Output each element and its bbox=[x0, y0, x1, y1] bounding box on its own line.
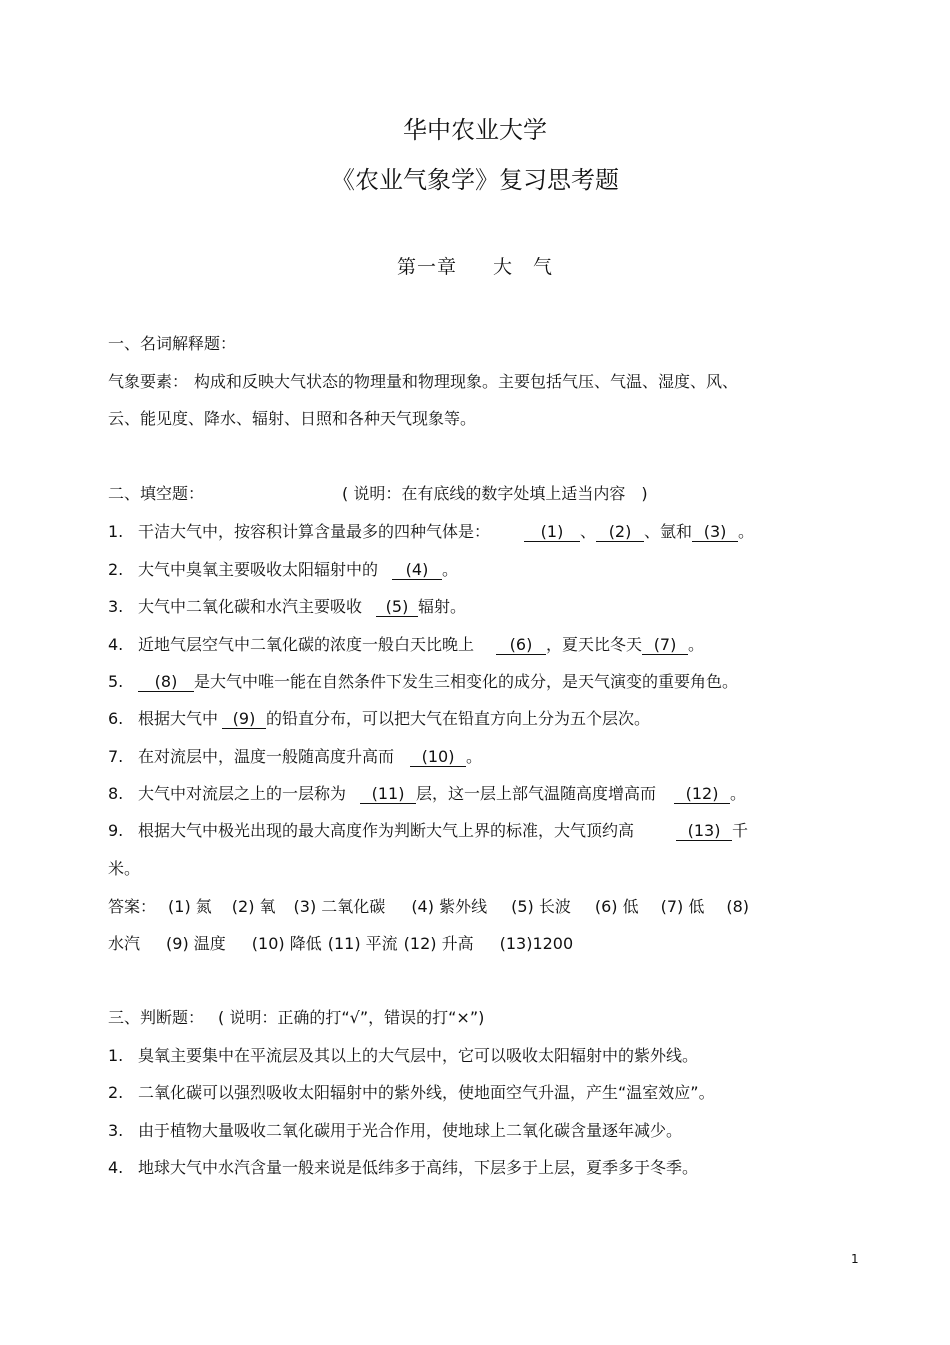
blank-3: (3) bbox=[692, 523, 738, 542]
blank-4: (4) bbox=[392, 561, 442, 580]
blank-7: (7) bbox=[642, 636, 688, 655]
answer-line: 答案： (1) 氮 (2) 氧 (3) 二氧化碳 (4) 紫外线 (5) 长波 (6) 低 (7) 低 (8) bbox=[108, 897, 750, 916]
question-8: 8. 大气中对流层之上的一层称为 (11) 层，这一层上部气温随高度增高而 (12) 。 bbox=[108, 784, 747, 803]
chapter-heading bbox=[0, 252, 950, 279]
question-4: 4. 近地气层空气中二氧化碳的浓度一般白天比晚上 (6) ，夏天比冬天 (7) 。 bbox=[108, 635, 705, 654]
blank-6: (6) bbox=[496, 636, 546, 655]
judgement-item: 1. 臭氧主要集中在平流层及其以上的大气层中，它可以吸收太阳辐射中的紫外线。 bbox=[108, 1046, 699, 1065]
section3-note: ( 说明：正确的打“√”，错误的打“×”) bbox=[218, 1008, 485, 1027]
section2-note: ( 说明：在有底线的数字处填上适当内容 ) bbox=[342, 484, 648, 503]
question-7: 7. 在对流层中，温度一般随高度升高而 (10) 。 bbox=[108, 747, 483, 766]
judgement-item: 3. 由于植物大量吸收二氧化碳用于光合作用，使地球上二氧化碳含量逐年减少。 bbox=[108, 1121, 683, 1140]
section2-heading-line bbox=[108, 483, 648, 505]
blank-13: (13) bbox=[676, 822, 732, 841]
section3-heading-line bbox=[108, 1007, 484, 1029]
definition-line-2: 云、能见度、降水、辐射、日照和各种天气现象等。 bbox=[108, 409, 477, 428]
question-3: 3. 大气中二氧化碳和水汽主要吸收 (5) 辐射。 bbox=[108, 597, 467, 616]
course-title: 《农业气象学》复习思考题 bbox=[331, 166, 619, 194]
question-9-line-2: 米。 bbox=[108, 859, 141, 878]
chapter-number: 第一章 bbox=[396, 256, 457, 278]
question-5: 5. (8) 是大气中唯一能在自然条件下发生三相变化的成分，是天气演变的重要角色。 bbox=[108, 672, 739, 691]
blank-5: (5) bbox=[376, 598, 418, 617]
section3-heading: 三、判断题： bbox=[108, 1008, 205, 1027]
question-6: 6. 根据大气中 (9) 的铅直分布，可以把大气在铅直方向上分为五个层次。 bbox=[108, 709, 651, 728]
question-1: 1. 干洁大气中，按容积计算含量最多的四种气体是： (1) 、 (2) 、氩和 (3) 。 bbox=[108, 522, 755, 541]
blank-8: (8) bbox=[138, 673, 194, 692]
section1-heading: 一、名词解释题： bbox=[108, 334, 237, 353]
blank-12: (12) bbox=[674, 785, 730, 804]
definition-line bbox=[108, 371, 738, 393]
chapter-name: 大 气 bbox=[493, 256, 554, 278]
question-number: 1. bbox=[108, 522, 124, 541]
blank-1: (1) bbox=[524, 523, 580, 542]
judgement-item: 2. 二氧化碳可以强烈吸收太阳辐射中的紫外线，使地面空气升温，产生“温室效应”。 bbox=[108, 1083, 715, 1102]
judgement-item: 4. 地球大气中水汽含量一般来说是低纬多于高纬，下层多于上层，夏季多于冬季。 bbox=[108, 1158, 699, 1177]
university-title: 华中农业大学 bbox=[403, 116, 547, 144]
section2-heading: 二、填空题： bbox=[108, 484, 205, 503]
blank-10: (10) bbox=[410, 748, 466, 767]
page-number: 1 bbox=[851, 1252, 859, 1266]
term-definition: 构成和反映大气状态的物理量和物理现象。主要包括气压、气温、湿度、风、 bbox=[194, 372, 739, 391]
question-2: 2. 大气中臭氧主要吸收太阳辐射中的 (4) 。 bbox=[108, 560, 459, 579]
blank-9: (9) bbox=[222, 710, 266, 729]
answer-label: 答案： bbox=[108, 897, 157, 916]
answer-line-2: 水汽 (9) 温度 (10) 降低 (11) 平流 (12) 升高 (13)1200 bbox=[108, 934, 574, 953]
term-label: 气象要素： bbox=[108, 372, 189, 391]
blank-2: (2) bbox=[596, 523, 644, 542]
question-9: 9. 根据大气中极光出现的最大高度作为判断大气上界的标准，大气顶约高 (13) 千 bbox=[108, 821, 749, 840]
blank-11: (11) bbox=[360, 785, 416, 804]
